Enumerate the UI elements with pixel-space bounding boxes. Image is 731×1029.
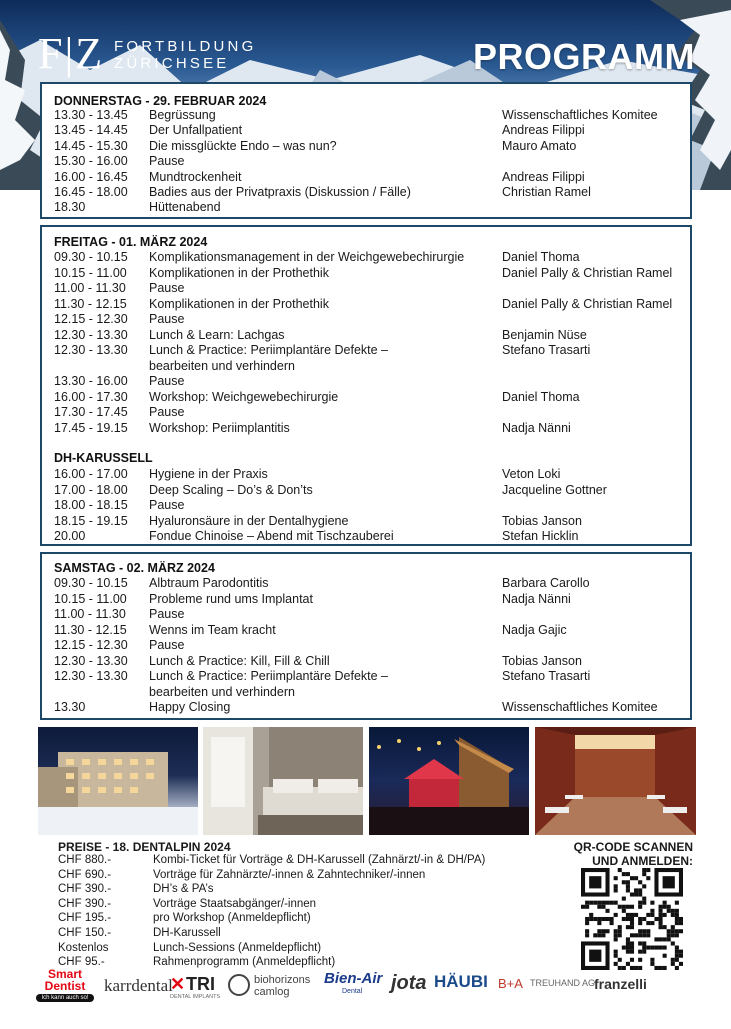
session-time: 12.30 - 13.30 [54, 327, 128, 342]
price-amount: CHF 880.- [58, 854, 112, 866]
schedule-row [54, 654, 684, 669]
session-title: Badies aus der Privatpraxis (Diskussion / Fälle) [149, 185, 411, 199]
session-time: 16.45 - 18.00 [54, 185, 128, 199]
price-description: Lunch-Sessions (Anmeldepflicht) [153, 941, 322, 954]
session-time: 18.15 - 19.15 [54, 513, 128, 528]
schedule-row [54, 390, 684, 405]
qr-label-line1: QR-CODE SCANNEN [573, 840, 693, 854]
session-title: Deep Scaling – Do’s & Don’ts [149, 482, 313, 497]
logo-text [114, 38, 256, 72]
session-time: 11.30 - 12.15 [54, 296, 127, 311]
session-title: Pause [149, 154, 185, 169]
session-title: Pause [149, 498, 185, 512]
schedule-row [54, 108, 684, 123]
session-title: Komplikationsmanagement in der Weichgewebechirurgie [149, 250, 465, 264]
session-time: 17.00 - 18.00 [54, 482, 128, 497]
session-title: Wenns im Team kracht [149, 622, 276, 637]
session-title: Pause [149, 312, 185, 326]
price-amount: Kostenlos [58, 941, 109, 954]
speaker-name: Nadja Nänni [502, 591, 571, 606]
price-amount: CHF 95.- [58, 956, 105, 969]
schedule-row [54, 514, 684, 529]
schedule-row [54, 467, 684, 482]
session-time: 09.30 - 10.15 [54, 576, 128, 590]
price-description: pro Workshop (Anmeldepflicht) [153, 912, 311, 925]
speaker-name: Stefano Trasarti [502, 343, 591, 357]
price-amount: CHF 195.- [58, 912, 112, 925]
session-title: Hyaluronsäure in der Dentalhygiene [149, 513, 349, 528]
price-amount: CHF 150.- [58, 927, 112, 939]
price-amount: CHF 690.- [58, 868, 112, 881]
session-time: 20.00 [54, 529, 86, 543]
schedule-row [54, 328, 684, 343]
price-list [58, 840, 558, 969]
schedule-row [54, 154, 684, 169]
session-title: Hygiene in der Praxis [149, 467, 268, 481]
schedule-row [54, 405, 684, 420]
sponsor-bar: Smart Dentist Ich kann auch so! karrdental ✕ TRI DENTAL IMPLANTS biohorizons camlog Bien-Air Dental jota HÄUBI B+A TREUHAND AG franzelli [36, 968, 696, 1016]
schedule-row [54, 312, 684, 327]
schedule-row [54, 250, 684, 265]
session-time: 12.15 - 12.30 [54, 638, 128, 652]
session-time: 13.30 - 13.45 [54, 108, 128, 122]
schedule-row [54, 281, 684, 296]
day-heading: FREITAG - 01. MÄRZ 2024 [54, 235, 208, 249]
session-title: Pause [149, 281, 185, 295]
session-title: Fondue Chinoise – Abend mit Tischzauberei [149, 529, 394, 543]
session-title: Pause [149, 638, 185, 652]
day-box-thursday [40, 82, 692, 219]
session-title: Die missglückte Endo – was nun? [149, 138, 337, 153]
session-time: 11.00 - 11.30 [54, 281, 126, 295]
session-title: Mundtrockenheit [149, 169, 242, 184]
speaker-name: Barbara Carollo [502, 576, 590, 590]
circle-icon [228, 974, 250, 996]
session-time: 10.15 - 11.00 [54, 591, 127, 606]
speaker-name: Mauro Amato [502, 138, 577, 153]
speaker-name: Tobias Janson [502, 513, 582, 528]
session-title: Workshop: Periimplantitis [149, 420, 290, 435]
speaker-name: Andreas Filippi [502, 123, 585, 138]
speaker-name: Jacqueline Gottner [502, 482, 607, 497]
schedule-row [54, 297, 684, 312]
session-time: 18.00 - 18.15 [54, 498, 128, 512]
session-time: 18.30 [54, 200, 86, 215]
session-title: Lunch & Learn: Lachgas [149, 327, 285, 342]
schedule-row [54, 266, 684, 281]
franzelli-logo: franzelli [594, 976, 647, 992]
session-time: 11.30 - 12.15 [54, 622, 127, 637]
price-description: DH’s & PA’s [153, 883, 214, 896]
hotel-room-photo [203, 727, 363, 835]
qr-label [574, 840, 693, 868]
session-time: 13.45 - 14.45 [54, 123, 128, 138]
session-time: 12.30 - 13.30 [54, 343, 128, 357]
speaker-name: Tobias Janson [502, 653, 582, 668]
price-description: Rahmenprogramm (Anmeldepflicht) [153, 956, 336, 969]
session-title: Lunch & Practice: Kill, Fill & Chill [149, 653, 330, 668]
schedule-row [54, 623, 684, 638]
speaker-name: Stefan Hicklin [502, 529, 579, 543]
day-heading: DONNERSTAG - 29. FEBRUAR 2024 [54, 94, 267, 108]
session-time: 13.30 [54, 700, 86, 714]
speaker-name: Daniel Thoma [502, 250, 580, 264]
x-icon: ✕ [170, 974, 186, 994]
session-title: Komplikationen in der Prothethik [149, 265, 329, 280]
schedule-row [54, 123, 684, 138]
session-title: Hüttenabend [149, 200, 221, 215]
hotel-exterior-photo [38, 727, 198, 835]
speaker-name: Wissenschaftliches Komitee [502, 700, 658, 714]
session-title: Pause [149, 374, 185, 388]
session-title: Komplikationen in der Prothethik [149, 296, 329, 311]
session-time: 12.30 - 13.30 [54, 669, 128, 683]
session-title: Lunch & Practice: Periimplantäre Defekte – [149, 343, 389, 357]
session-title: Probleme rund ums Implantat [149, 591, 313, 606]
speaker-name: Christian Ramel [502, 185, 591, 199]
session-time: 17.45 - 19.15 [54, 420, 128, 435]
speaker-name: Nadja Nänni [502, 420, 571, 435]
speaker-name: Andreas Filippi [502, 169, 585, 184]
speaker-name: Daniel Pally & Christian Ramel [502, 296, 673, 311]
session-time: 13.30 - 16.00 [54, 374, 128, 388]
schedule-row [54, 638, 684, 653]
jota-logo: jota [391, 972, 427, 994]
session-time: 10.15 - 11.00 [54, 265, 127, 280]
speaker-name: Benjamin Nüse [502, 327, 587, 342]
price-description: Vorträge Staatsabgänger/-innen [153, 897, 317, 910]
logo-mark: F|Z [38, 29, 105, 78]
day-box-saturday [40, 552, 692, 720]
speaker-name: Veton Loki [502, 467, 561, 481]
session-time: 09.30 - 10.15 [54, 250, 128, 264]
session-time: 12.30 - 13.30 [54, 653, 128, 668]
session-title: Lunch & Practice: Periimplantäre Defekte – [149, 669, 389, 683]
schedule-row [54, 576, 684, 591]
session-title: bearbeiten und verhindern [149, 684, 295, 699]
schedule-row [54, 700, 684, 715]
schedule-row [54, 498, 684, 513]
session-time: 14.45 - 15.30 [54, 138, 128, 153]
qr-label-line2: UND ANMELDEN: [592, 854, 693, 868]
session-title: Pause [149, 405, 185, 419]
day-heading: SAMSTAG - 02. MÄRZ 2024 [54, 561, 215, 575]
schedule-row [54, 185, 684, 200]
schedule-row [54, 374, 684, 389]
price-description: Vorträge für Zahnärzte/-innen & Zahntechniker/-innen [153, 868, 426, 881]
schedule-row [54, 529, 684, 544]
logo-line2: ZÜRICHSEE [114, 55, 230, 72]
evening-event-photo [369, 727, 529, 835]
schedule-row [54, 139, 684, 154]
session-title: Begrüssung [149, 108, 216, 122]
karrdental-logo: karrdental [104, 976, 173, 995]
price-amount: CHF 390.- [58, 883, 112, 896]
session-time: 15.30 - 16.00 [54, 154, 128, 169]
session-title: Der Unfallpatient [149, 123, 243, 138]
registration-qr-code[interactable] [581, 868, 683, 970]
page-title: PROGRAMM [473, 36, 695, 77]
session-title: Pause [149, 607, 185, 621]
schedule-row [54, 359, 684, 374]
speaker-name: Wissenschaftliches Komitee [502, 108, 658, 122]
dining-hall-photo [535, 727, 696, 835]
schedule-row [54, 607, 684, 622]
schedule-row [54, 200, 684, 215]
smartdentist-logo: Smart Dentist Ich kann auch so! [36, 968, 94, 1012]
session-title: Albtraum Parodontitis [149, 576, 269, 590]
session-time: 16.00 - 17.00 [54, 467, 128, 481]
section-heading: DH-KARUSSELL [54, 451, 153, 465]
session-time: 16.00 - 17.30 [54, 389, 128, 404]
price-description: Kombi-Ticket für Vorträge & DH-Karussell (Zahnärzt/-in & DH/PA) [153, 854, 486, 866]
price-heading: PREISE - 18. DENTALPIN 2024 [58, 840, 231, 854]
schedule-row [54, 343, 684, 358]
session-title: Workshop: Weichgewebechirurgie [149, 389, 339, 404]
day-box-friday [40, 225, 692, 546]
speaker-name: Daniel Pally & Christian Ramel [502, 265, 673, 280]
haubi-logo: HÄUBI [434, 972, 488, 991]
session-time: 12.15 - 12.30 [54, 312, 128, 326]
schedule-row [54, 170, 684, 185]
schedule-row [54, 483, 684, 498]
schedule-row [54, 685, 684, 700]
logo-line1: FORTBILDUNG [114, 38, 257, 55]
speaker-name: Nadja Gajic [502, 622, 567, 637]
speaker-name: Daniel Thoma [502, 389, 580, 404]
session-title: bearbeiten und verhindern [149, 358, 295, 373]
photo-strip [38, 727, 696, 835]
schedule-row [54, 592, 684, 607]
speaker-name: Stefano Trasarti [502, 669, 591, 683]
session-time: 16.00 - 16.45 [54, 169, 128, 184]
session-title: Happy Closing [149, 700, 231, 714]
session-time: 17.30 - 17.45 [54, 405, 128, 419]
price-description: DH-Karussell [153, 927, 221, 939]
session-time: 11.00 - 11.30 [54, 607, 126, 621]
schedule-row [54, 421, 684, 436]
schedule-row [54, 669, 684, 684]
price-amount: CHF 390.- [58, 897, 112, 910]
